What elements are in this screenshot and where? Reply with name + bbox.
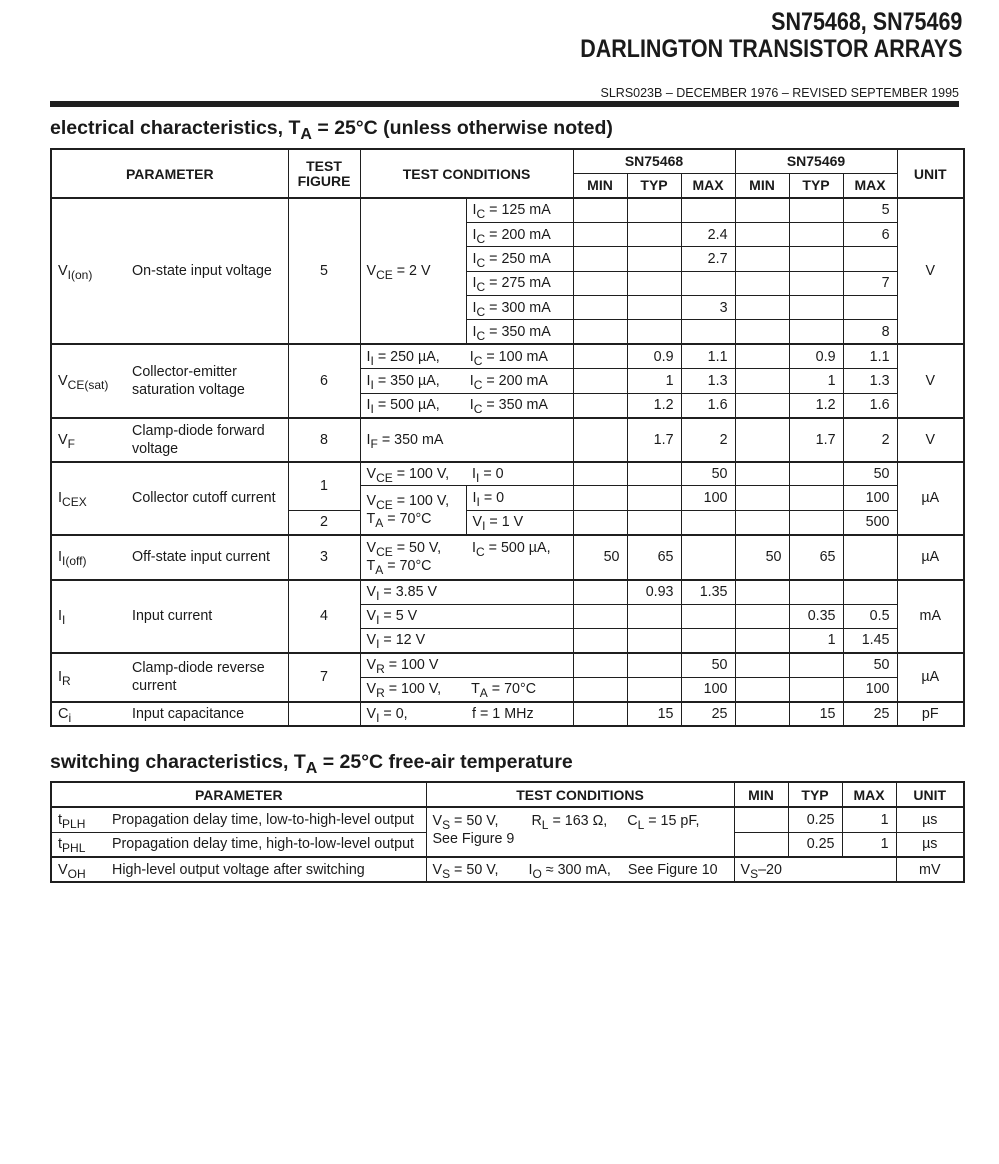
value-min: $V_S-20$	[734, 857, 896, 882]
unit-cell: V	[897, 344, 964, 417]
value-typ: 1.2	[627, 393, 681, 417]
document-number: SLRS023B – DECEMBER 1976 – REVISED SEPTEMBER 1995	[600, 86, 959, 100]
param-symbol: $C_i$	[51, 702, 126, 726]
table-row	[51, 535, 964, 580]
header-typ: TYP	[788, 782, 842, 807]
test-condition: $V_S = 50$ V, $I_O \approx 300$ mA, See Figure 10	[426, 857, 734, 882]
test-condition: $I_I = 500$ µA, $I_C = 350$ mA	[360, 393, 573, 417]
param-description: High-level output voltage after switching	[106, 857, 426, 882]
value-max: 1.6	[681, 393, 735, 417]
param-symbol: $V_{I(on)}$	[51, 198, 126, 344]
unit-cell: V	[897, 418, 964, 462]
header-typ: TYP	[789, 173, 843, 198]
value-typ: 15	[789, 702, 843, 726]
test-condition: $I_C = 200$ mA	[466, 222, 573, 246]
value-typ: 1.2	[789, 393, 843, 417]
value-max: 50	[843, 462, 897, 486]
value-max: 25	[681, 702, 735, 726]
test-condition: $V_I = 12$ V	[360, 628, 573, 652]
value-max: 50	[843, 653, 897, 677]
unit-cell: mV	[896, 857, 964, 882]
header-parameter: PARAMETER	[51, 782, 426, 807]
value-max	[843, 296, 897, 320]
value-max: 2.7	[681, 247, 735, 271]
table-row	[51, 580, 964, 604]
param-description: Propagation delay time, low-to-high-level output	[106, 807, 426, 832]
param-description: Clamp-diode reverse current	[126, 653, 288, 702]
value-typ: 1.7	[627, 418, 681, 462]
value-max: 2	[681, 418, 735, 462]
test-figure: 1	[288, 462, 360, 511]
test-condition: f = 1 MHz	[466, 702, 573, 726]
header-min: MIN	[734, 782, 788, 807]
part-numbers: SN75468, SN75469	[770, 8, 962, 36]
switching-characteristics-table	[50, 781, 965, 883]
value-max: 500	[843, 510, 897, 534]
value-max: 2.4	[681, 222, 735, 246]
value-max	[843, 247, 897, 271]
document-title: DARLINGTON TRANSISTOR ARRAYS	[579, 35, 962, 63]
value-max: 1.1	[681, 344, 735, 368]
value-typ: 65	[627, 535, 681, 580]
value-typ: 0.9	[627, 344, 681, 368]
test-figure: 2	[288, 510, 360, 534]
header-min: MIN	[573, 173, 627, 198]
electrical-characteristics-table	[50, 148, 965, 727]
table-row	[51, 857, 964, 882]
value-max	[681, 271, 735, 295]
value-max: 1	[842, 832, 896, 857]
value-typ: 1	[627, 369, 681, 393]
test-condition: $V_{CE} = 100$ V,	[360, 462, 466, 486]
param-symbol: $V_{CE(sat)}$	[51, 344, 126, 417]
test-condition: $I_I = 0$	[466, 486, 573, 510]
test-condition: $V_I = 0$,	[360, 702, 466, 726]
header-test-conditions: TEST CONDITIONS	[360, 149, 573, 198]
value-min: 50	[735, 535, 789, 580]
table-row	[51, 418, 964, 462]
header-max: MAX	[842, 782, 896, 807]
param-symbol: $t_{PHL}$	[51, 832, 106, 857]
value-max: 25	[843, 702, 897, 726]
value-max	[681, 604, 735, 628]
header-min: MIN	[735, 173, 789, 198]
value-max: 50	[681, 462, 735, 486]
value-max: 1.35	[681, 580, 735, 604]
value-max: 100	[843, 486, 897, 510]
header-parameter: PARAMETER	[51, 149, 288, 198]
unit-cell: mA	[897, 580, 964, 653]
value-max: 100	[681, 486, 735, 510]
test-figure: 7	[288, 653, 360, 702]
test-condition: $I_F = 350$ mA	[360, 418, 573, 462]
param-description: Input capacitance	[126, 702, 288, 726]
value-max	[681, 628, 735, 652]
table-row	[51, 653, 964, 677]
param-description: Collector cutoff current	[126, 462, 288, 535]
test-condition: $V_I = 3.85$ V	[360, 580, 573, 604]
test-condition: $I_C = 275$ mA	[466, 271, 573, 295]
test-condition: $I_C = 300$ mA	[466, 296, 573, 320]
value-typ: 0.9	[789, 344, 843, 368]
table-row	[51, 702, 964, 726]
test-figure: 3	[288, 535, 360, 580]
value-max	[681, 320, 735, 344]
value-max: 0.5	[843, 604, 897, 628]
param-symbol: $t_{PLH}$	[51, 807, 106, 832]
value-max: 1.45	[843, 628, 897, 652]
table-row	[51, 807, 964, 832]
value-typ	[789, 580, 843, 604]
param-symbol: $I_R$	[51, 653, 126, 702]
value-max: 1.6	[843, 393, 897, 417]
value-max: 5	[843, 198, 897, 222]
value-max: 6	[843, 222, 897, 246]
header-unit: UNIT	[896, 782, 964, 807]
header-test-figure: TEST FIGURE	[288, 149, 360, 198]
test-figure: 4	[288, 580, 360, 653]
unit-cell: µs	[896, 832, 964, 857]
value-max: 2	[843, 418, 897, 462]
value-max	[843, 580, 897, 604]
header-sn75469: SN75469	[735, 149, 897, 173]
value-typ: 1	[789, 628, 843, 652]
header-max: MAX	[843, 173, 897, 198]
value-max: 100	[681, 677, 735, 701]
test-condition: $V_S = 50$ V, $R_L = 163$ Ω, $C_L = 15$ pF, See Figure 9	[426, 807, 734, 857]
test-condition: $I_C = 500$ µA,	[466, 535, 573, 580]
value-max: 50	[681, 653, 735, 677]
table-row	[51, 462, 964, 486]
param-symbol: $I_I$	[51, 580, 126, 653]
test-condition: $I_C = 250$ mA	[466, 247, 573, 271]
param-symbol: $V_{OH}$	[51, 857, 106, 882]
value-min: 50	[573, 535, 627, 580]
test-condition: $V_{CE} = 50$ V, $T_A = 70^\circ C$	[360, 535, 466, 580]
unit-cell: V	[897, 198, 964, 344]
header-typ: TYP	[627, 173, 681, 198]
test-condition: $I_I = 0$	[466, 462, 573, 486]
value-typ: 0.25	[788, 832, 842, 857]
test-condition: $V_I = 1$ V	[466, 510, 573, 534]
value-max	[681, 198, 735, 222]
param-symbol: $I_{I(off)}$	[51, 535, 126, 580]
test-condition: $I_I = 250$ µA, $I_C = 100$ mA	[360, 344, 573, 368]
param-description: Propagation delay time, high-to-low-level output	[106, 832, 426, 857]
param-description: Collector-emitter saturation voltage	[126, 344, 288, 417]
param-description: Clamp-diode forward voltage	[126, 418, 288, 462]
test-figure: 6	[288, 344, 360, 417]
value-max: 7	[843, 271, 897, 295]
table-row	[51, 198, 964, 222]
param-symbol: $I_{CEX}$	[51, 462, 126, 535]
header-test-conditions: TEST CONDITIONS	[426, 782, 734, 807]
value-max: 1.3	[681, 369, 735, 393]
unit-cell: pF	[897, 702, 964, 726]
test-condition: $V_I = 5$ V	[360, 604, 573, 628]
header-max: MAX	[681, 173, 735, 198]
test-condition: $V_R = 100$ V	[360, 653, 573, 677]
value-max: 1	[842, 807, 896, 832]
value-max: 1.3	[843, 369, 897, 393]
value-typ	[627, 604, 681, 628]
header-unit: UNIT	[897, 149, 964, 198]
test-condition: $I_C = 350$ mA	[466, 320, 573, 344]
section-title-switching: switching characteristics, $T_A = 25^\circ C$ free-air temperature	[50, 751, 573, 777]
value-max: 1.1	[843, 344, 897, 368]
unit-cell: µA	[897, 535, 964, 580]
value-typ: 0.93	[627, 580, 681, 604]
value-typ: 1.7	[789, 418, 843, 462]
unit-cell: µA	[897, 653, 964, 702]
param-description: Input current	[126, 580, 288, 653]
value-typ: 1	[789, 369, 843, 393]
header-sn75468: SN75468	[573, 149, 735, 173]
value-typ	[627, 628, 681, 652]
test-condition: $I_I = 350$ µA, $I_C = 200$ mA	[360, 369, 573, 393]
value-typ: 0.25	[788, 807, 842, 832]
test-condition: $V_R = 100$ V, $T_A = 70^\circ C$	[360, 677, 573, 701]
unit-cell: µs	[896, 807, 964, 832]
test-figure: 8	[288, 418, 360, 462]
table-row	[51, 344, 964, 368]
value-max: 8	[843, 320, 897, 344]
test-condition: $V_{CE} = 100$ V, $T_A = 70^\circ C$	[360, 486, 466, 535]
param-description: On-state input voltage	[126, 198, 288, 344]
test-condition: $V_{CE} = 2$ V	[360, 198, 466, 344]
value-max: 3	[681, 296, 735, 320]
section-title-electrical: electrical characteristics, $T_A = 25^\circ C$ (unless otherwise noted)	[50, 117, 613, 143]
header-rule	[50, 101, 959, 107]
value-typ: 0.35	[789, 604, 843, 628]
value-typ: 65	[789, 535, 843, 580]
param-description: Off-state input current	[126, 535, 288, 580]
test-figure: 5	[288, 198, 360, 344]
param-symbol: $V_F$	[51, 418, 126, 462]
unit-cell: µA	[897, 462, 964, 535]
value-max: 100	[843, 677, 897, 701]
value-typ: 15	[627, 702, 681, 726]
test-condition: $I_C = 125$ mA	[466, 198, 573, 222]
